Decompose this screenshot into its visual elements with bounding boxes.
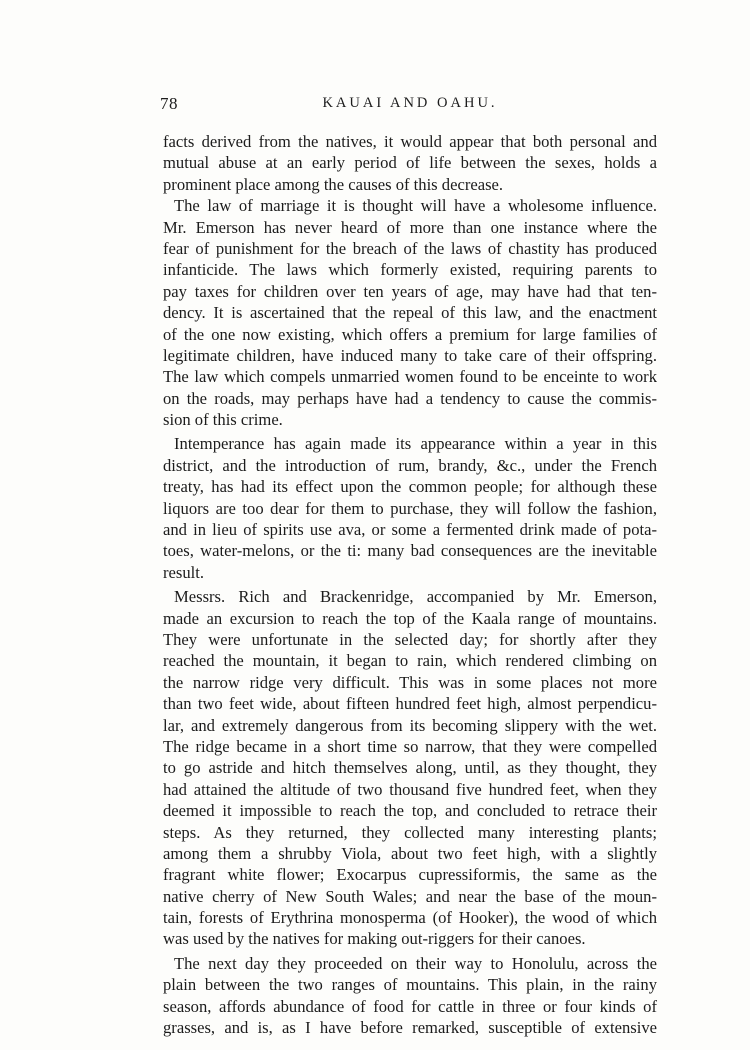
text-line: dency. It is ascertained that the repeal of this law, and the enactment (163, 303, 657, 323)
text-line: among them a shrubby Viola, about two feet high, with a slightly (163, 843, 657, 863)
text-line: prominent place among the causes of this decrease. (163, 174, 504, 194)
text-line: season, affords abundance of food for cattle in three or four kinds of (163, 996, 657, 1016)
text-line: the narrow ridge very difficult. This was in some places not more (163, 672, 657, 692)
text-line: steps. As they returned, they collected many interesting plants; (163, 822, 657, 842)
paragraph (163, 195, 657, 430)
text-line: mutual abuse at an early period of life between the sexes, holds a (163, 153, 657, 173)
body-text (163, 131, 657, 1038)
text-line: legitimate children, have induced many to take care of their offspring. (163, 345, 657, 365)
text-line: district, and the introduction of rum, brandy, &c., under the French (163, 455, 657, 475)
text-line: The law of marriage it is thought will have a wholesome influence. (174, 196, 657, 216)
text-line: than two feet wide, about fifteen hundred feet high, almost perpendicu- (163, 694, 657, 714)
text-line: result. (163, 562, 205, 582)
text-line: tain, forests of Erythrina monosperma (of Hooker), the wood of which (163, 908, 657, 928)
text-line: They were unfortunate in the selected day; for shortly after they (163, 629, 657, 649)
text-line: fear of punishment for the breach of the laws of chastity has produced (163, 238, 657, 258)
text-line: Mr. Emerson has never heard of more than one instance where the (163, 217, 657, 237)
text-line: The next day they proceeded on their way to Honolulu, across the (174, 953, 657, 973)
text-line: Messrs. Rich and Brackenridge, accompanied by Mr. Emerson, (174, 587, 657, 607)
page-header (160, 94, 660, 118)
text-line: made an excursion to reach the top of the Kaala range of mountains. (163, 608, 657, 628)
running-head: KAUAI AND OAHU. (322, 95, 498, 111)
text-line: plain between the two ranges of mountains. This plain, in the rainy (163, 975, 657, 995)
text-line: deemed it impossible to reach the top, and concluded to retrace their (163, 801, 657, 821)
text-line: reached the mountain, it began to rain, which rendered climbing on (163, 651, 657, 671)
text-line: native cherry of New South Wales; and near the base of the moun- (163, 886, 657, 906)
text-line: infanticide. The laws which formerly existed, requiring parents to (163, 260, 657, 280)
text-line: pay taxes for children over ten years of age, may have had that ten- (163, 281, 657, 301)
text-line: of the one now existing, which offers a premium for large families of (163, 324, 657, 344)
paragraph (163, 953, 657, 1039)
page-number: 78 (160, 94, 178, 113)
text-line: sion of this crime. (163, 410, 283, 430)
text-line: was used by the natives for making out-riggers for their canoes. (163, 929, 586, 949)
text-line: lar, and extremely dangerous from its becoming slippery with the wet. (163, 715, 657, 735)
text-line: Intemperance has again made its appearance within a year in this (174, 434, 657, 454)
text-line: The law which compels unmarried women found to be enceinte to work (163, 367, 657, 387)
text-line: The ridge became in a short time so narrow, that they were compelled (163, 736, 657, 756)
text-line: liquors are too dear for them to purchase, they will follow the fashion, (163, 498, 657, 518)
paragraph (163, 131, 657, 195)
text-line: treaty, has had its effect upon the common people; for although these (163, 477, 657, 497)
text-line: toes, water-melons, or the ti: many bad consequences are the inevitable (163, 541, 657, 561)
paragraph (163, 433, 657, 583)
text-line: to go astride and hitch themselves along, until, as they thought, they (163, 758, 657, 778)
text-line: and in lieu of spirits use ava, or some a fermented drink made of pota- (163, 520, 657, 540)
text-line: facts derived from the natives, it would appear that both personal and (163, 132, 657, 151)
text-line: fragrant white flower; Exocarpus cupressiformis, the same as the (163, 865, 657, 885)
text-line: on the roads, may perhaps have had a tendency to cause the commis- (163, 388, 657, 408)
text-line: had attained the altitude of two thousand five hundred feet, when they (163, 779, 657, 799)
text-line: grasses, and is, as I have before remarked, susceptible of extensive (163, 1018, 657, 1038)
paragraph (163, 586, 657, 950)
